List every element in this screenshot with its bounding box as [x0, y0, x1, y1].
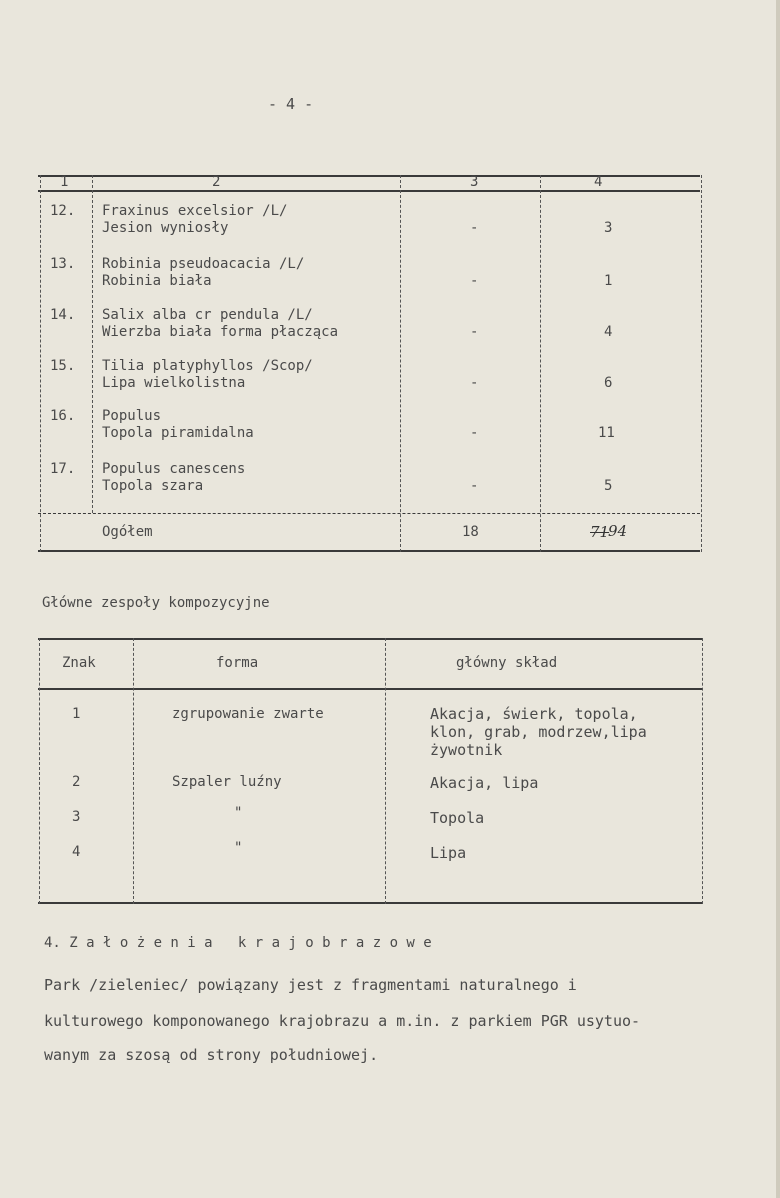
table2-header-sklad: główny skład [456, 655, 558, 671]
table2-top-border [38, 638, 702, 640]
col3-value: - [470, 425, 479, 441]
sklad-line: Topola [430, 809, 485, 827]
forma-value: zgrupowanie zwarte [172, 706, 324, 722]
polish-name: Topola piramidalna [102, 425, 254, 441]
forma-value: Szpaler luźny [172, 774, 282, 790]
polish-name: Wierzba biała forma płacząca [102, 324, 339, 340]
znak-value: 1 [72, 706, 81, 722]
table2-header-znak: Znak [62, 655, 96, 671]
table2-left-border [39, 638, 40, 904]
table1-header-rule [38, 190, 700, 192]
col4-value: 1 [604, 273, 613, 289]
table2-right-border [702, 638, 703, 904]
table1-bottom-border [38, 550, 700, 552]
col3-value: - [470, 220, 479, 236]
row-number: 12. [50, 203, 76, 219]
sklad-line: klon, grab, modrzew,lipa [430, 723, 647, 741]
table1-header-col2: 2 [212, 174, 221, 190]
total-label: Ogółem [102, 524, 153, 540]
table1-header-col1: 1 [60, 174, 69, 190]
total-col3: 18 [462, 524, 479, 540]
col3-value: - [470, 375, 479, 391]
sklad-line: żywotnik [430, 741, 503, 759]
table1-header-col4: 4 [594, 174, 603, 190]
table1-total-rule [38, 513, 700, 514]
table1-header-col3: 3 [470, 174, 479, 190]
forma-ditto: " [234, 840, 243, 856]
sklad-line: Lipa [430, 844, 467, 862]
latin-name: Tilia platyphyllos /Scop/ [102, 358, 313, 374]
table2-col-divider-1 [133, 638, 134, 904]
forma-ditto: " [234, 805, 243, 821]
latin-name: Robinia pseudoacacia /L/ [102, 256, 305, 272]
total-col4-handwritten: 94 [608, 522, 628, 540]
page-edge-shadow [776, 0, 780, 1198]
row-number: 17. [50, 461, 76, 477]
col3-value: - [470, 478, 479, 494]
col4-value: 5 [604, 478, 613, 494]
section-heading: 4. Z a ł o ż e n i a k r a j o b r a z o w e [44, 935, 432, 951]
paragraph-line: Park /zieleniec/ powiązany jest z fragmentami naturalnego i [44, 976, 577, 994]
row-number: 15. [50, 358, 76, 374]
table2-bottom-border [38, 902, 702, 904]
table1-left-border [40, 175, 41, 552]
paragraph-line: wanym za szosą od strony południowej. [44, 1046, 379, 1064]
section-title: Główne zespoły kompozycyjne [42, 595, 270, 611]
sklad-line: Akacja, świerk, topola, [430, 705, 638, 723]
latin-name: Populus [102, 408, 162, 424]
latin-name: Fraxinus excelsior /L/ [102, 203, 288, 219]
col3-value: - [470, 324, 479, 340]
col4-value: 3 [604, 220, 613, 236]
table1-col-divider-2 [400, 175, 401, 552]
polish-name: Jesion wyniosły [102, 220, 229, 236]
row-number: 16. [50, 408, 76, 424]
paragraph-line: kulturowego komponowanego krajobrazu a m.in. z parkiem PGR usytuo- [44, 1012, 641, 1030]
table2-col-divider-2 [385, 638, 386, 904]
polish-name: Robinia biała [102, 273, 212, 289]
col4-value: 11 [598, 425, 615, 441]
znak-value: 4 [72, 844, 81, 860]
table2-header-rule [38, 688, 702, 690]
col3-value: - [470, 273, 479, 289]
polish-name: Topola szara [102, 478, 204, 494]
sklad-line: Akacja, lipa [430, 774, 539, 792]
row-number: 14. [50, 307, 76, 323]
table2-header-forma: forma [216, 655, 259, 671]
latin-name: Salix alba cr pendula /L/ [102, 307, 313, 323]
row-number: 13. [50, 256, 76, 272]
col4-value: 4 [604, 324, 613, 340]
col4-value: 6 [604, 375, 613, 391]
polish-name: Lipa wielkolistna [102, 375, 246, 391]
znak-value: 3 [72, 809, 81, 825]
table1-right-border [701, 175, 702, 552]
table1-col-divider-1 [92, 175, 93, 513]
page-number: - 4 - [268, 95, 314, 113]
latin-name: Populus canescens [102, 461, 246, 477]
table1-col-divider-3 [540, 175, 541, 552]
znak-value: 2 [72, 774, 81, 790]
total-col4-struck: 71 [590, 523, 610, 541]
